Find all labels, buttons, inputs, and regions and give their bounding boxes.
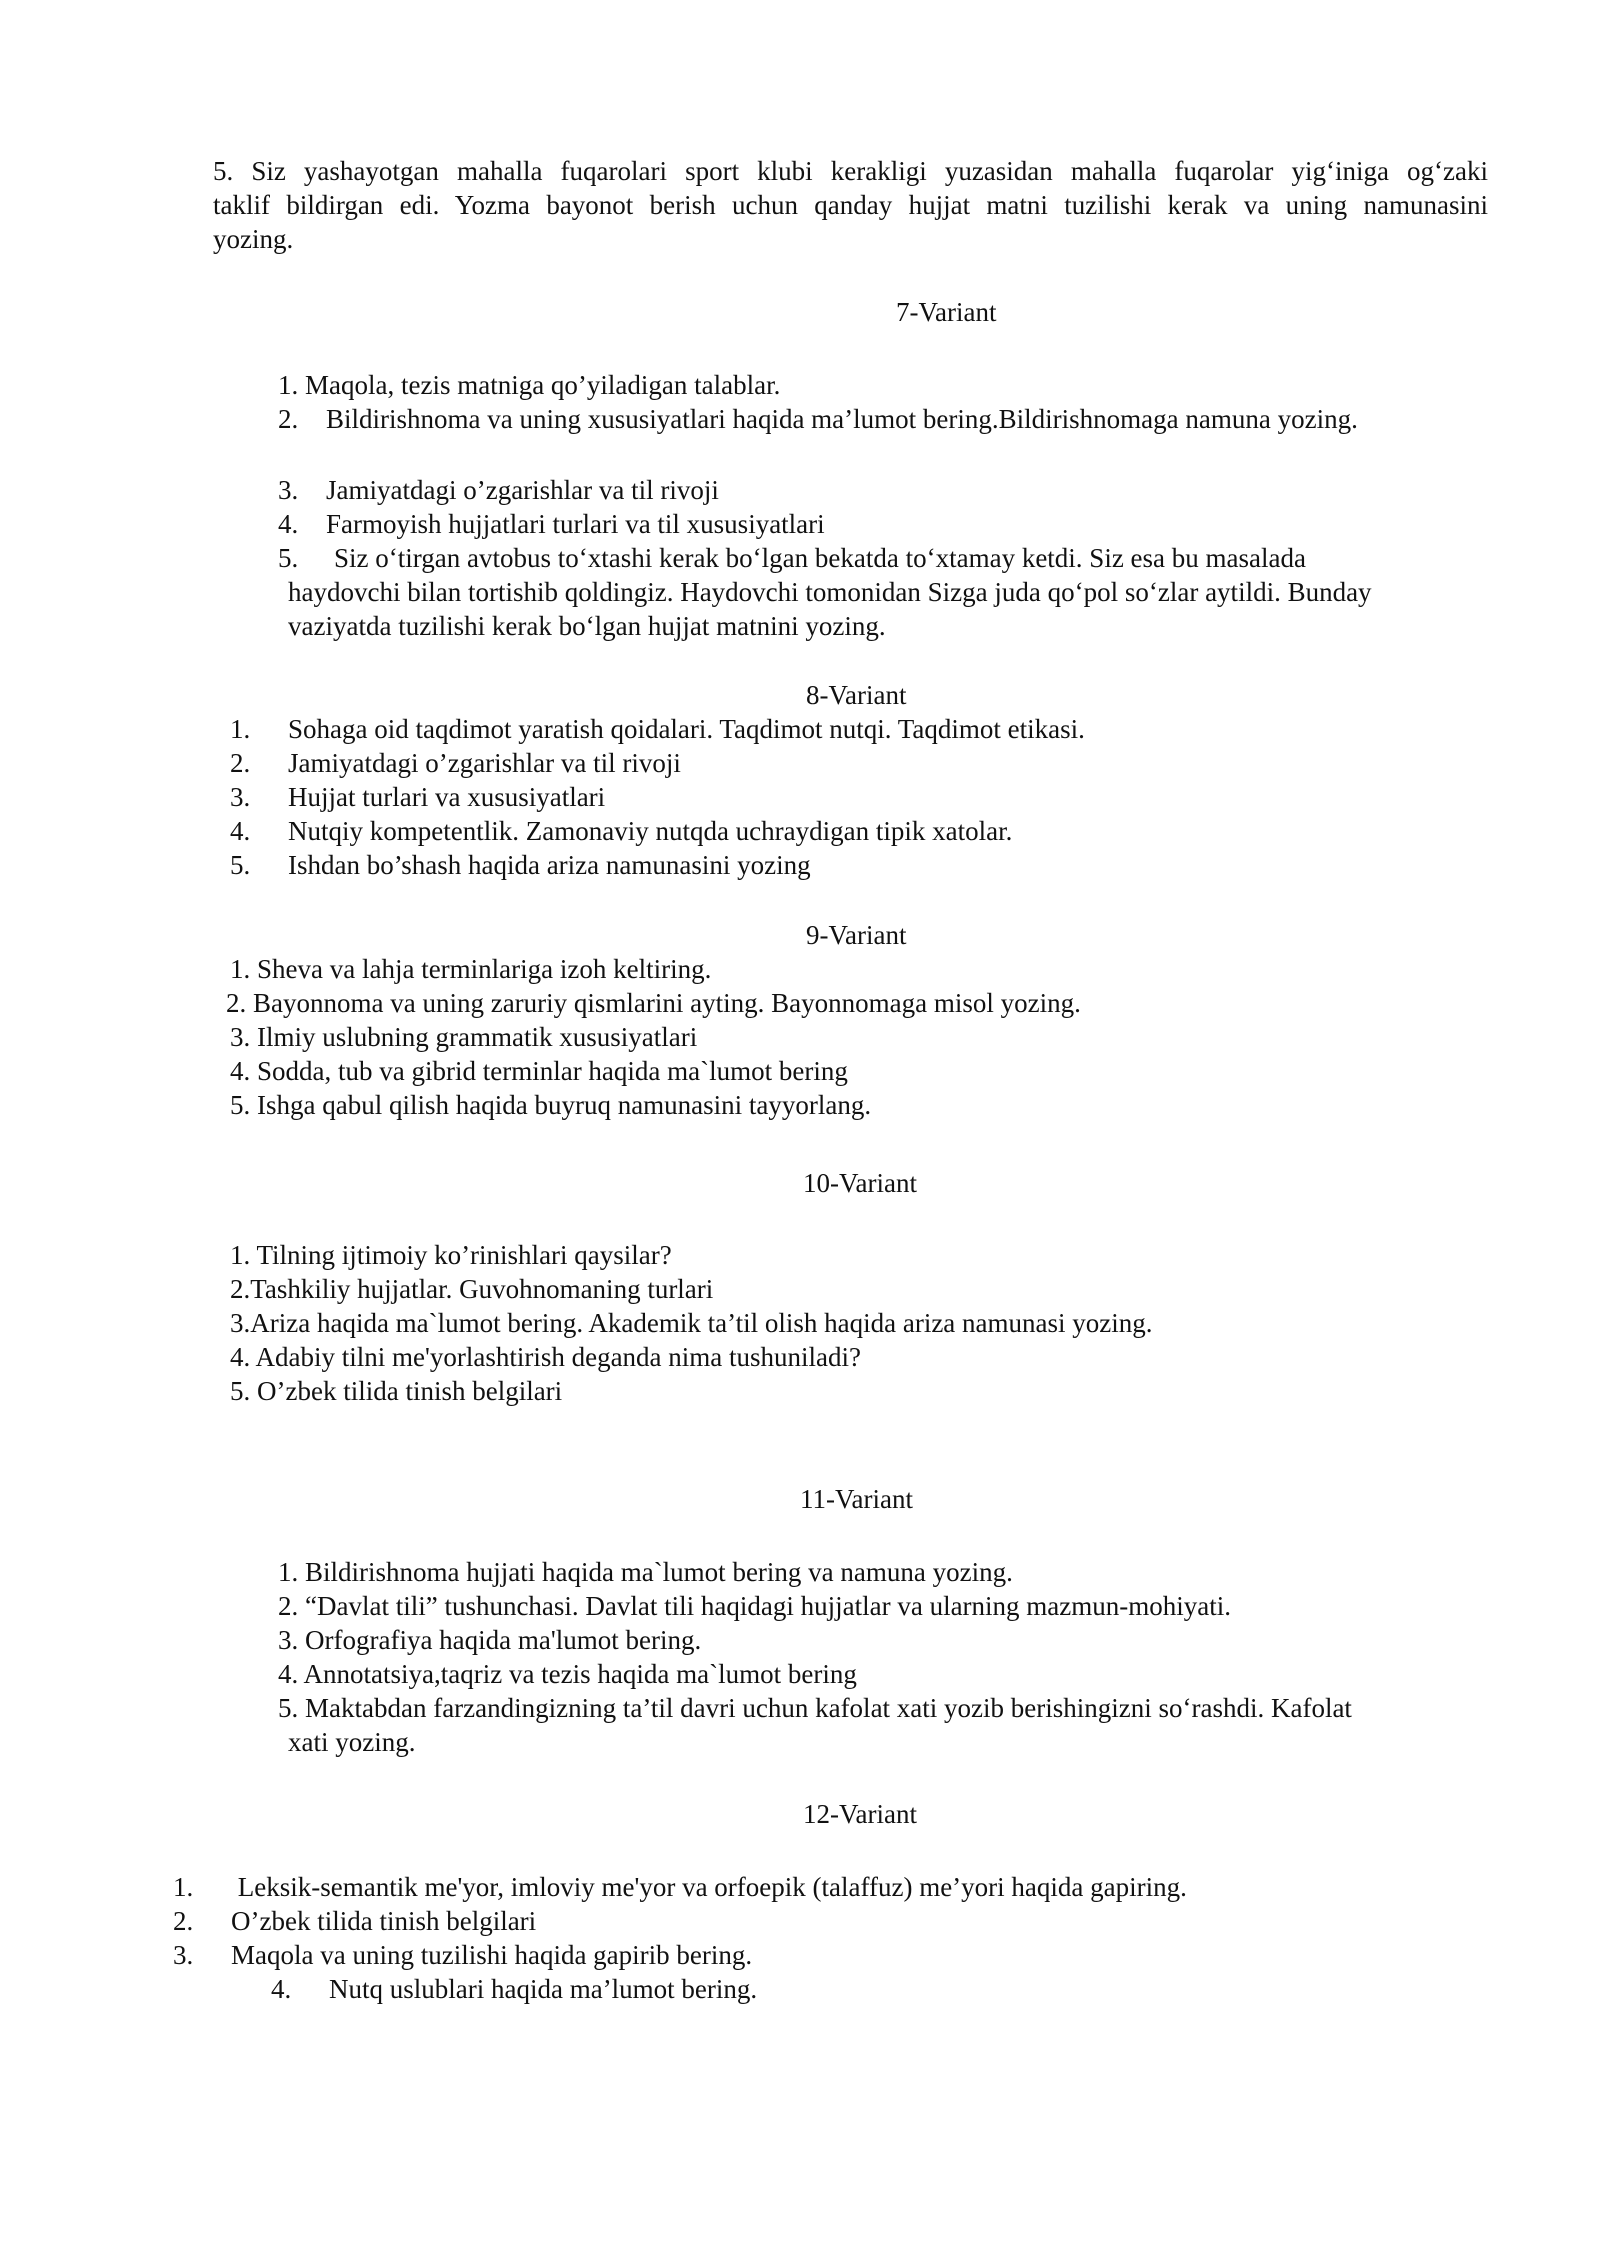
list-item: 1. Tilning ijtimoiy ko’rinishlari qaysilar? [230, 1240, 672, 1270]
intro-line: 5. Siz yashayotgan mahalla fuqarolari sport klubi kerakligi yuzasidan mahalla fuqarolar yig‘iniga og‘zaki [213, 156, 1488, 186]
variant-10-heading: 10-Variant [803, 1168, 917, 1198]
list-item: 2. “Davlat tili” tushunchasi. Davlat tili haqidagi hujjatlar va ularning mazmun-mohiyati. [278, 1591, 1232, 1621]
variant-11-heading: 11-Variant [800, 1484, 913, 1514]
list-item-number: 4. [271, 1974, 292, 2004]
list-item: O’zbek tilida tinish belgilari [231, 1906, 537, 1936]
list-item-number: 2. [278, 404, 299, 434]
list-item-number: 3. [278, 475, 299, 505]
list-item: 5. Maktabdan farzandingizning ta’til davri uchun kafolat xati yozib berishingizni so‘rashdi. Kafolat [278, 1693, 1352, 1723]
list-item-number: 5. [278, 543, 299, 573]
list-item-continued: vaziyatda tuzilishi kerak bo‘lgan hujjat matnini yozing. [288, 611, 886, 641]
list-item: 2.Tashkiliy hujjatlar. Guvohnomaning turlari [230, 1274, 714, 1304]
list-item-number: 1. [173, 1872, 194, 1902]
variant-7-heading: 7-Variant [896, 297, 997, 327]
list-item: Nutq uslublari haqida ma’lumot bering. [329, 1974, 758, 2004]
list-item: 3.Ariza haqida ma`lumot bering. Akademik ta’til olish haqida ariza namunasi yozing. [230, 1308, 1153, 1338]
list-item-number: 2. [230, 748, 251, 778]
intro-line: yozing. [213, 224, 294, 254]
list-item-number: 5. [230, 850, 251, 880]
list-item: 4. Sodda, tub va gibrid terminlar haqida ma`lumot bering [230, 1056, 848, 1086]
list-item: Bildirishnoma va uning xususiyatlari haqida ma’lumot bering.Bildirishnomaga namuna yozing. [326, 404, 1358, 434]
list-item-number: 4. [278, 509, 299, 539]
list-item-number: 2. [173, 1906, 194, 1936]
intro-line: taklif bildirgan edi. Yozma bayonot berish uchun qanday hujjat matni tuzilishi kerak va uning namunasini [213, 190, 1488, 220]
variant-9-heading: 9-Variant [806, 920, 907, 950]
list-item: 2. Bayonnoma va uning zaruriy qismlarini ayting. Bayonnomaga misol yozing. [226, 988, 1081, 1018]
list-item: 1. Maqola, tezis matniga qo’yiladigan talablar. [278, 370, 781, 400]
list-item-continued: xati yozing. [288, 1727, 416, 1757]
variant-8-heading: 8-Variant [806, 680, 907, 710]
list-item-number: 4. [230, 816, 251, 846]
list-item: 1. Bildirishnoma hujjati haqida ma`lumot bering va namuna yozing. [278, 1557, 1013, 1587]
list-item: 5. Ishga qabul qilish haqida buyruq namunasini tayyorlang. [230, 1090, 872, 1120]
list-item: Farmoyish hujjatlari turlari va til xususiyatlari [326, 509, 825, 539]
list-item: 1. Sheva va lahja terminlariga izoh keltiring. [230, 954, 712, 984]
list-item-number: 3. [173, 1940, 194, 1970]
list-item: 3. Ilmiy uslubning grammatik xususiyatlari [230, 1022, 698, 1052]
list-item: Hujjat turlari va xususiyatlari [288, 782, 606, 812]
list-item-number: 1. [230, 714, 251, 744]
list-item: Siz o‘tirgan avtobus to‘xtashi kerak bo‘lgan bekatda to‘xtamay ketdi. Siz esa bu masalada [334, 543, 1306, 573]
list-item: Sohaga oid taqdimot yaratish qoidalari. Taqdimot nutqi. Taqdimot etikasi. [288, 714, 1085, 744]
list-item: Jamiyatdagi o’zgarishlar va til rivoji [326, 475, 719, 505]
list-item: 4. Annotatsiya,taqriz va tezis haqida ma`lumot bering [278, 1659, 857, 1689]
list-item: 5. O’zbek tilida tinish belgilari [230, 1376, 563, 1406]
list-item: Ishdan bo’shash haqida ariza namunasini yozing [288, 850, 811, 880]
list-item: 4. Adabiy tilni me'yorlashtirish deganda nima tushuniladi? [230, 1342, 862, 1372]
variant-12-heading: 12-Variant [803, 1799, 917, 1829]
list-item: Leksik-semantik me'yor, imloviy me'yor va orfoepik (talaffuz) me’yori haqida gapiring. [231, 1872, 1187, 1902]
list-item-number: 3. [230, 782, 251, 812]
list-item: Maqola va uning tuzilishi haqida gapirib bering. [231, 1940, 753, 1970]
list-item: Nutqiy kompetentlik. Zamonaviy nutqda uchraydigan tipik xatolar. [288, 816, 1013, 846]
list-item: Jamiyatdagi o’zgarishlar va til rivoji [288, 748, 681, 778]
list-item-continued: haydovchi bilan tortishib qoldingiz. Haydovchi tomonidan Sizga juda qo‘pol so‘zlar aytildi. Bunday [288, 577, 1372, 607]
list-item: 3. Orfografiya haqida ma'lumot bering. [278, 1625, 702, 1655]
